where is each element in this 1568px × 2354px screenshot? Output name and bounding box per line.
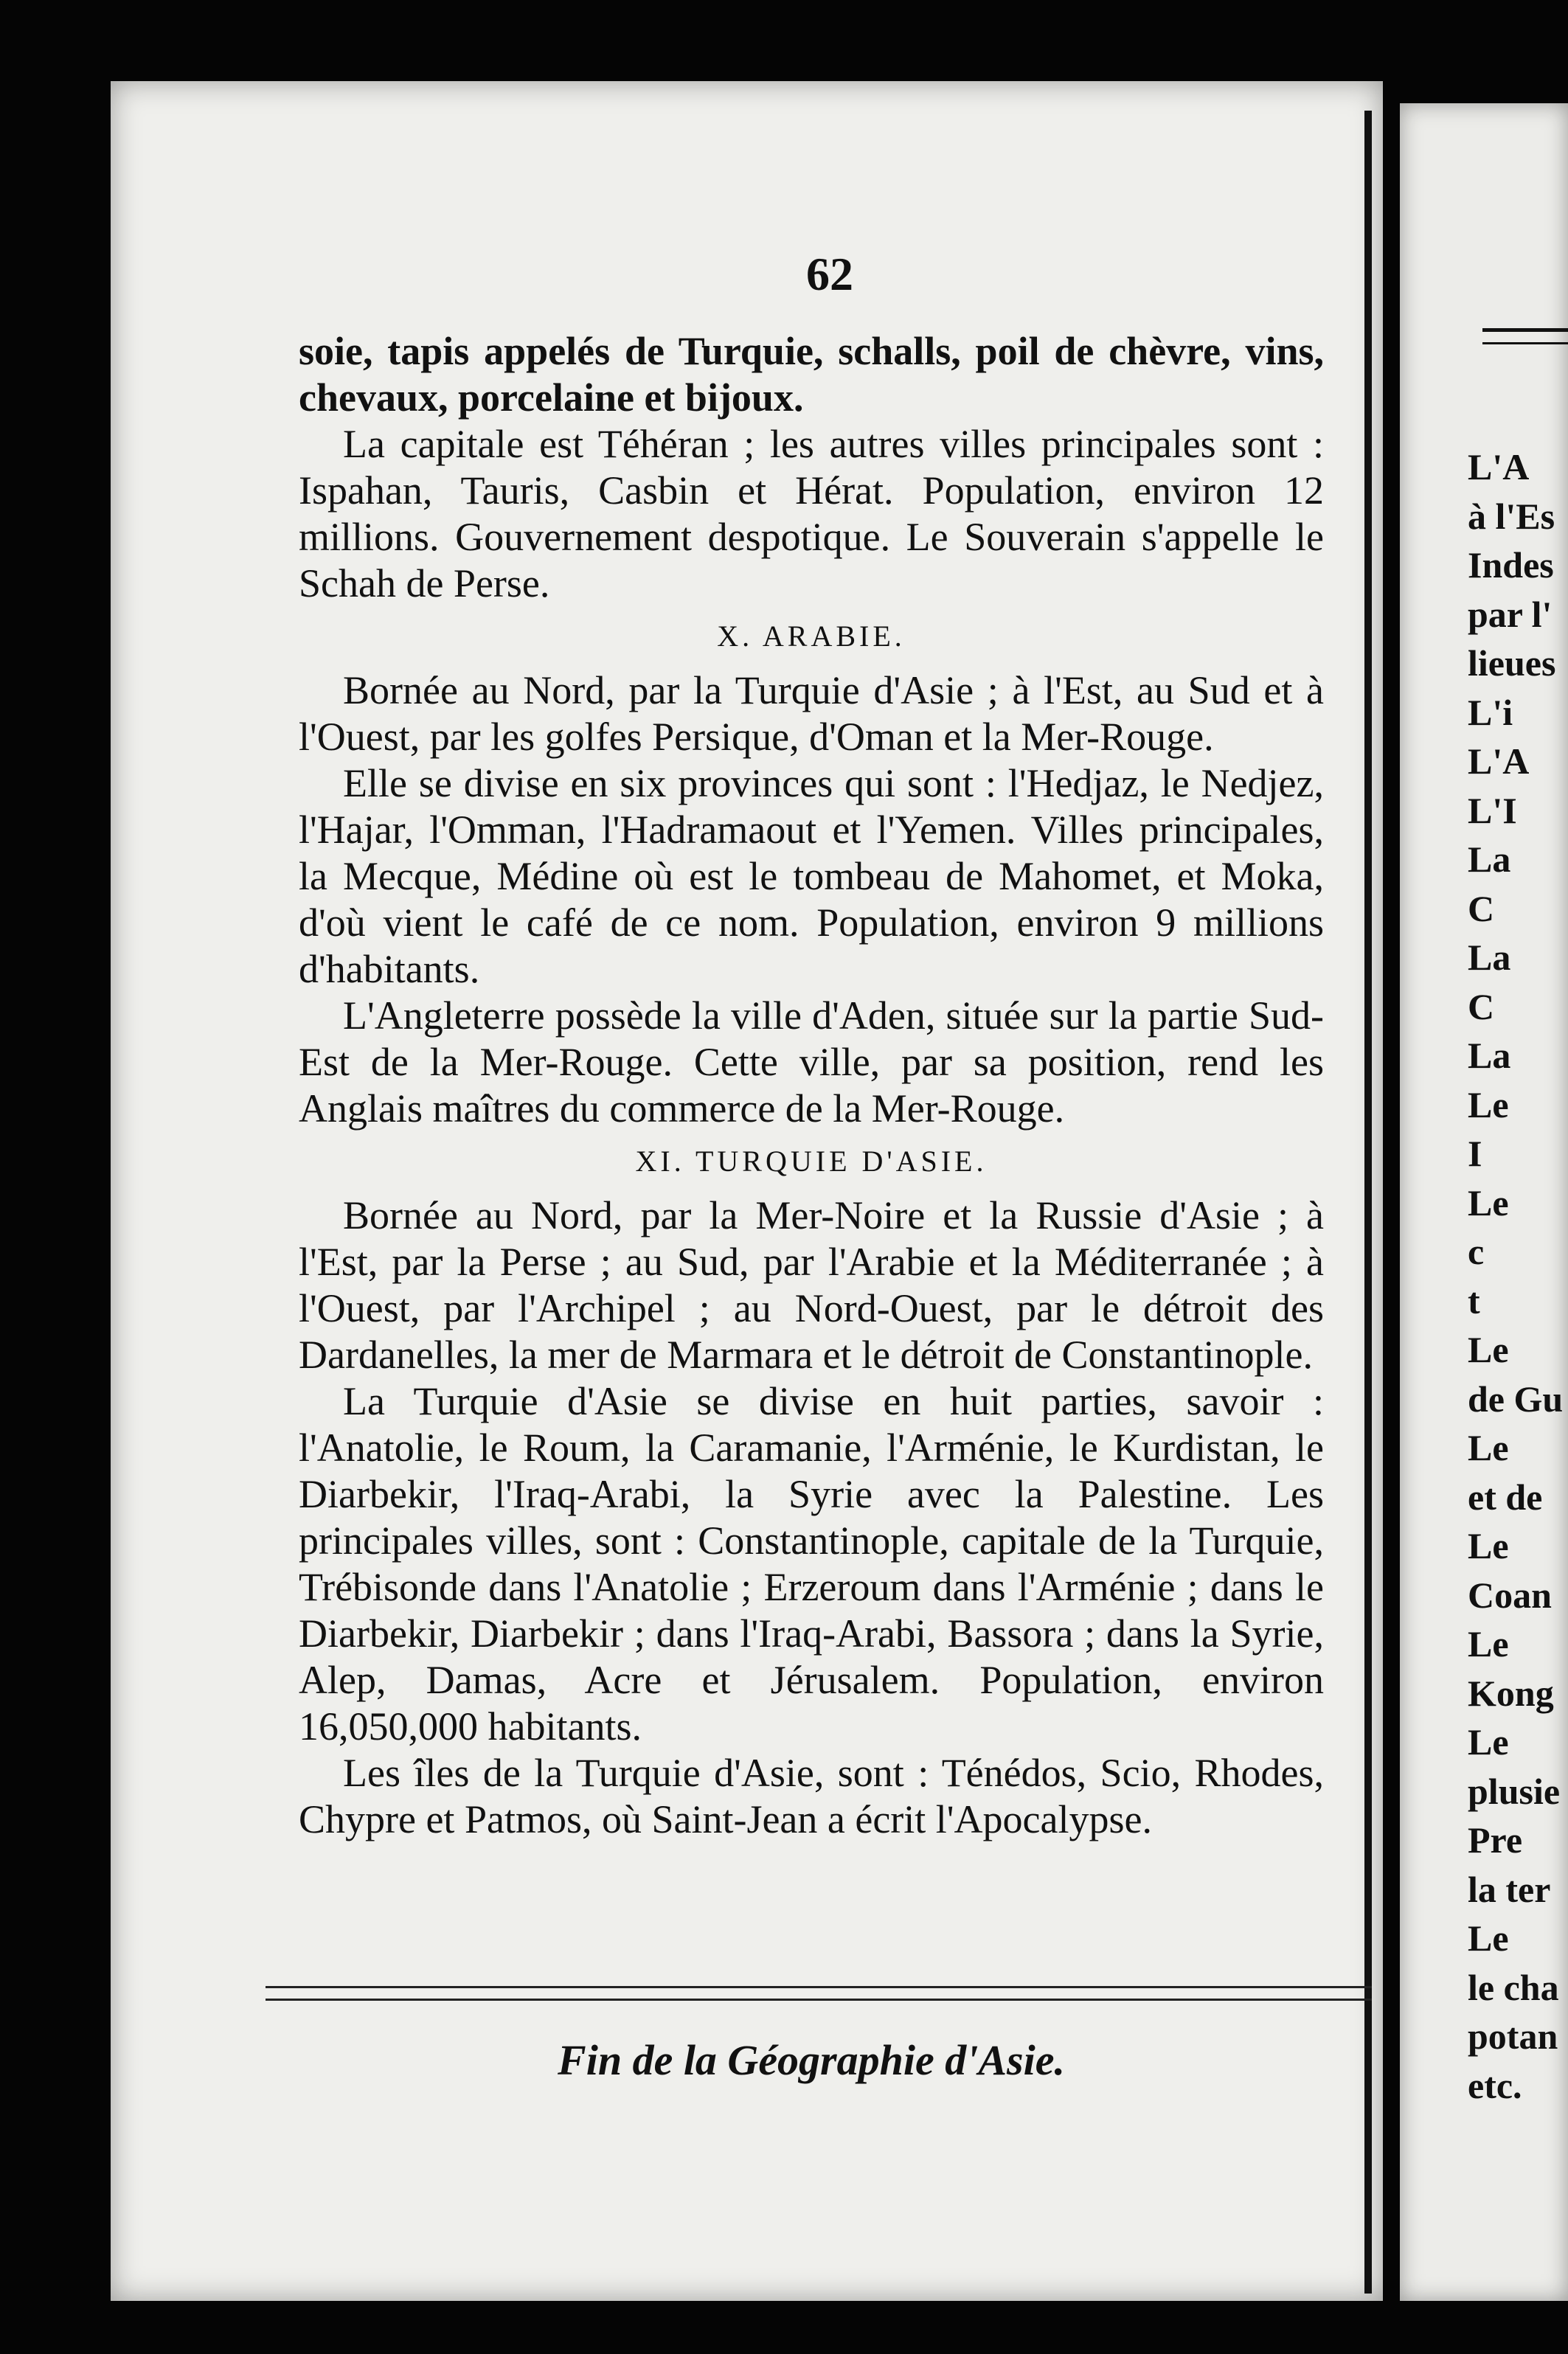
edge-line: par l' xyxy=(1468,593,1553,635)
page-body xyxy=(299,328,1324,1843)
edge-line: Kong xyxy=(1468,1672,1554,1714)
edge-line: Le xyxy=(1468,1181,1509,1223)
section-heading-turquie: XI. TURQUIE D'ASIE. xyxy=(635,1145,988,1178)
edge-line: Le xyxy=(1468,1917,1509,1959)
edge-line: Pre xyxy=(1468,1819,1523,1861)
section-heading-arabie: X. ARABIE. xyxy=(717,619,906,653)
edge-line: L'A xyxy=(1468,446,1530,487)
edge-line: La xyxy=(1468,1035,1511,1076)
paragraph-turquie-borders: Bornée au Nord, par la Mer-Noire et la Russie d'Asie ; à l'Est, par la Perse ; au Sud, par l'Arabie et la Méditerranée ; à l'Ouest, par l'Archipel ; au Nord-Ouest, par le détroit des Dardanelles, la mer de Marmara et le détroit de Constantinople. xyxy=(299,1193,1324,1377)
edge-line: La xyxy=(1468,839,1511,880)
edge-line: Le xyxy=(1468,1083,1509,1125)
paragraph-arabie-provinces: Elle se divise en six provinces qui sont : l'Hedjaz, le Nedjez, l'Hajar, l'Omman, l'Hadramaout et l'Yemen. Villes principales, la Mecque, Médine où est le tombeau de Mahomet, et Moka, d'où vient le café de ce nom. Population, environ 9 millions d'habitants. xyxy=(299,761,1324,991)
adjacent-page-rule xyxy=(1482,328,1568,344)
page-number: 62 xyxy=(806,248,853,300)
edge-line: Indes xyxy=(1468,544,1554,586)
edge-line: Le xyxy=(1468,1427,1509,1468)
adjacent-page-text xyxy=(1468,442,1568,2110)
closing-line: Fin de la Géographie d'Asie. xyxy=(558,2036,1065,2084)
edge-line: plusie xyxy=(1468,1770,1561,1812)
edge-line: lieues xyxy=(1468,642,1556,684)
edge-line: C xyxy=(1468,887,1495,929)
edge-line: potan xyxy=(1468,2016,1558,2057)
paragraph-arabie-borders: Bornée au Nord, par la Turquie d'Asie ; à l'Est, au Sud et à l'Ouest, par les golfes Persique, d'Oman et la Mer-Rouge. xyxy=(299,668,1324,759)
paragraph-continuation: soie, tapis appelés de Turquie, schalls, poil de chèvre, vins, chevaux, porcelaine et bijoux. xyxy=(299,329,1324,420)
edge-line: la ter xyxy=(1468,1868,1551,1910)
edge-line: Le xyxy=(1468,1623,1509,1664)
paragraph-turquie-parties: La Turquie d'Asie se divise en huit parties, savoir : l'Anatolie, le Roum, la Caramanie, l'Arménie, le Kurdistan, le Diarbekir, l'Iraq-Arabi, la Syrie avec la Palestine. Les principales villes, sont : Constantinople, capitale de la Turquie, Trébisonde dans l'Anatolie ; Erzeroum dans l'Arménie ; dans le Diarbekir, Diarbekir ; dans l'Iraq-Arabi, Bassora ; dans la Syrie, Alep, Damas, Acre et Jérusalem. Population, environ 16,050,000 habitants. xyxy=(299,1379,1324,1749)
edge-line: Le xyxy=(1468,1721,1509,1763)
edge-line: le cha xyxy=(1468,1966,1559,2008)
edge-line: L'I xyxy=(1468,789,1517,831)
paragraph-arabie-aden: L'Angleterre possède la ville d'Aden, située sur la partie Sud-Est de la Mer-Rouge. Cette ville, par sa position, rend les Anglais maîtres du commerce de la Mer-Rouge. xyxy=(299,993,1324,1131)
edge-line: c xyxy=(1468,1231,1485,1272)
double-rule-divider xyxy=(266,1986,1372,2001)
paragraph-perse-capital: La capitale est Téhéran ; les autres villes principales sont : Ispahan, Tauris, Casbin et Hérat. Population, environ 12 millions. Gouvernement despotique. Le Souverain s'appelle le Schah de Perse. xyxy=(299,422,1324,605)
edge-line: t xyxy=(1468,1280,1480,1322)
edge-line: de Gu xyxy=(1468,1378,1564,1420)
edge-line: I xyxy=(1468,1133,1482,1174)
edge-line: L'A xyxy=(1468,740,1530,782)
paragraph-turquie-iles: Les îles de la Turquie d'Asie, sont : Ténédos, Scio, Rhodes, Chypre et Patmos, où Saint-Jean a écrit l'Apocalypse. xyxy=(299,1751,1324,1841)
edge-line: et de xyxy=(1468,1476,1543,1518)
edge-line: L'i xyxy=(1468,691,1513,733)
edge-line: C xyxy=(1468,985,1495,1027)
edge-line: Coan xyxy=(1468,1574,1552,1616)
edge-line: etc. xyxy=(1468,2064,1522,2106)
page-gutter xyxy=(1364,111,1372,2294)
edge-line: à l'Es xyxy=(1468,495,1555,537)
edge-line: Le xyxy=(1468,1329,1509,1370)
edge-line: Le xyxy=(1468,1525,1509,1566)
edge-line: La xyxy=(1468,937,1511,978)
